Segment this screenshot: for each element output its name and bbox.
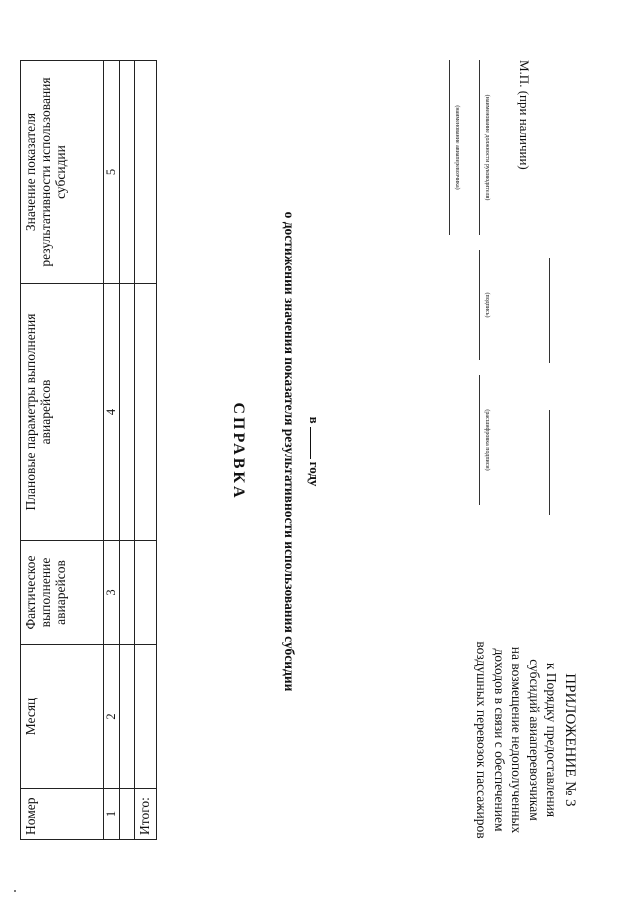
table-cell[interactable]: [120, 645, 135, 789]
table-cell[interactable]: [135, 61, 157, 284]
report-table: [20, 60, 157, 840]
table-cell[interactable]: [135, 645, 157, 789]
appendix-line: на возмещение недополученных: [509, 646, 525, 834]
position-caption: (наименование должности руководителя): [484, 94, 490, 201]
appendix-line: доходов в связи с обеспечением: [492, 648, 507, 832]
decryption-line: [479, 375, 480, 505]
header-indicator-value: Значение показателя результативности использования субсидии: [21, 61, 104, 284]
table-total-row: [135, 61, 157, 840]
column-number: 5: [104, 61, 120, 284]
table-cell[interactable]: [120, 284, 135, 541]
column-number: 4: [104, 284, 120, 541]
column-number: 1: [104, 789, 120, 840]
signature-caption: (подпись): [484, 292, 490, 318]
extra-line-2: [549, 258, 550, 363]
year-suffix: году: [307, 461, 322, 487]
header-number: Номер: [21, 789, 104, 840]
table-cell[interactable]: [120, 541, 135, 645]
signature-line: [479, 250, 480, 360]
column-number: 3: [104, 541, 120, 645]
appendix-number: ПРИЛОЖЕНИЕ № 3: [562, 673, 578, 807]
appendix-line: воздушных перевозок пассажиров: [474, 641, 490, 839]
table-cell[interactable]: [135, 541, 157, 645]
position-line: [479, 60, 480, 235]
table-cell[interactable]: [120, 789, 135, 840]
extra-line: [549, 410, 550, 515]
appendix-line: к Порядку предоставления: [544, 662, 560, 818]
carrier-caption: (наименование авиаперевозчика): [454, 105, 460, 190]
header-planned-flights: Плановые параметры выполнения авиарейсов: [21, 284, 104, 541]
table-column-numbers-row: [104, 61, 120, 840]
header-actual-flights: Фактическое выполнение авиарейсов: [21, 541, 104, 645]
table-cell[interactable]: [135, 284, 157, 541]
year-prefix: в: [307, 416, 322, 424]
table-row: [120, 61, 135, 840]
carrier-name-line: [449, 60, 450, 235]
stamp-label: М.П. (при наличии): [517, 60, 532, 170]
table-cell[interactable]: [120, 61, 135, 284]
table-header-row: [21, 61, 104, 840]
decryption-caption: (расшифровка подписи): [484, 409, 490, 471]
appendix-line: субсидий авиаперевозчикам: [527, 659, 542, 821]
header-month: Месяц: [21, 645, 104, 789]
total-label: Итого:: [135, 789, 157, 840]
document-subtitle: о достижении значения показателя результативности использования субсидии: [282, 211, 297, 692]
column-number: 2: [104, 645, 120, 789]
scan-dot: [14, 890, 16, 892]
document-title: СПРАВКА: [230, 402, 247, 501]
